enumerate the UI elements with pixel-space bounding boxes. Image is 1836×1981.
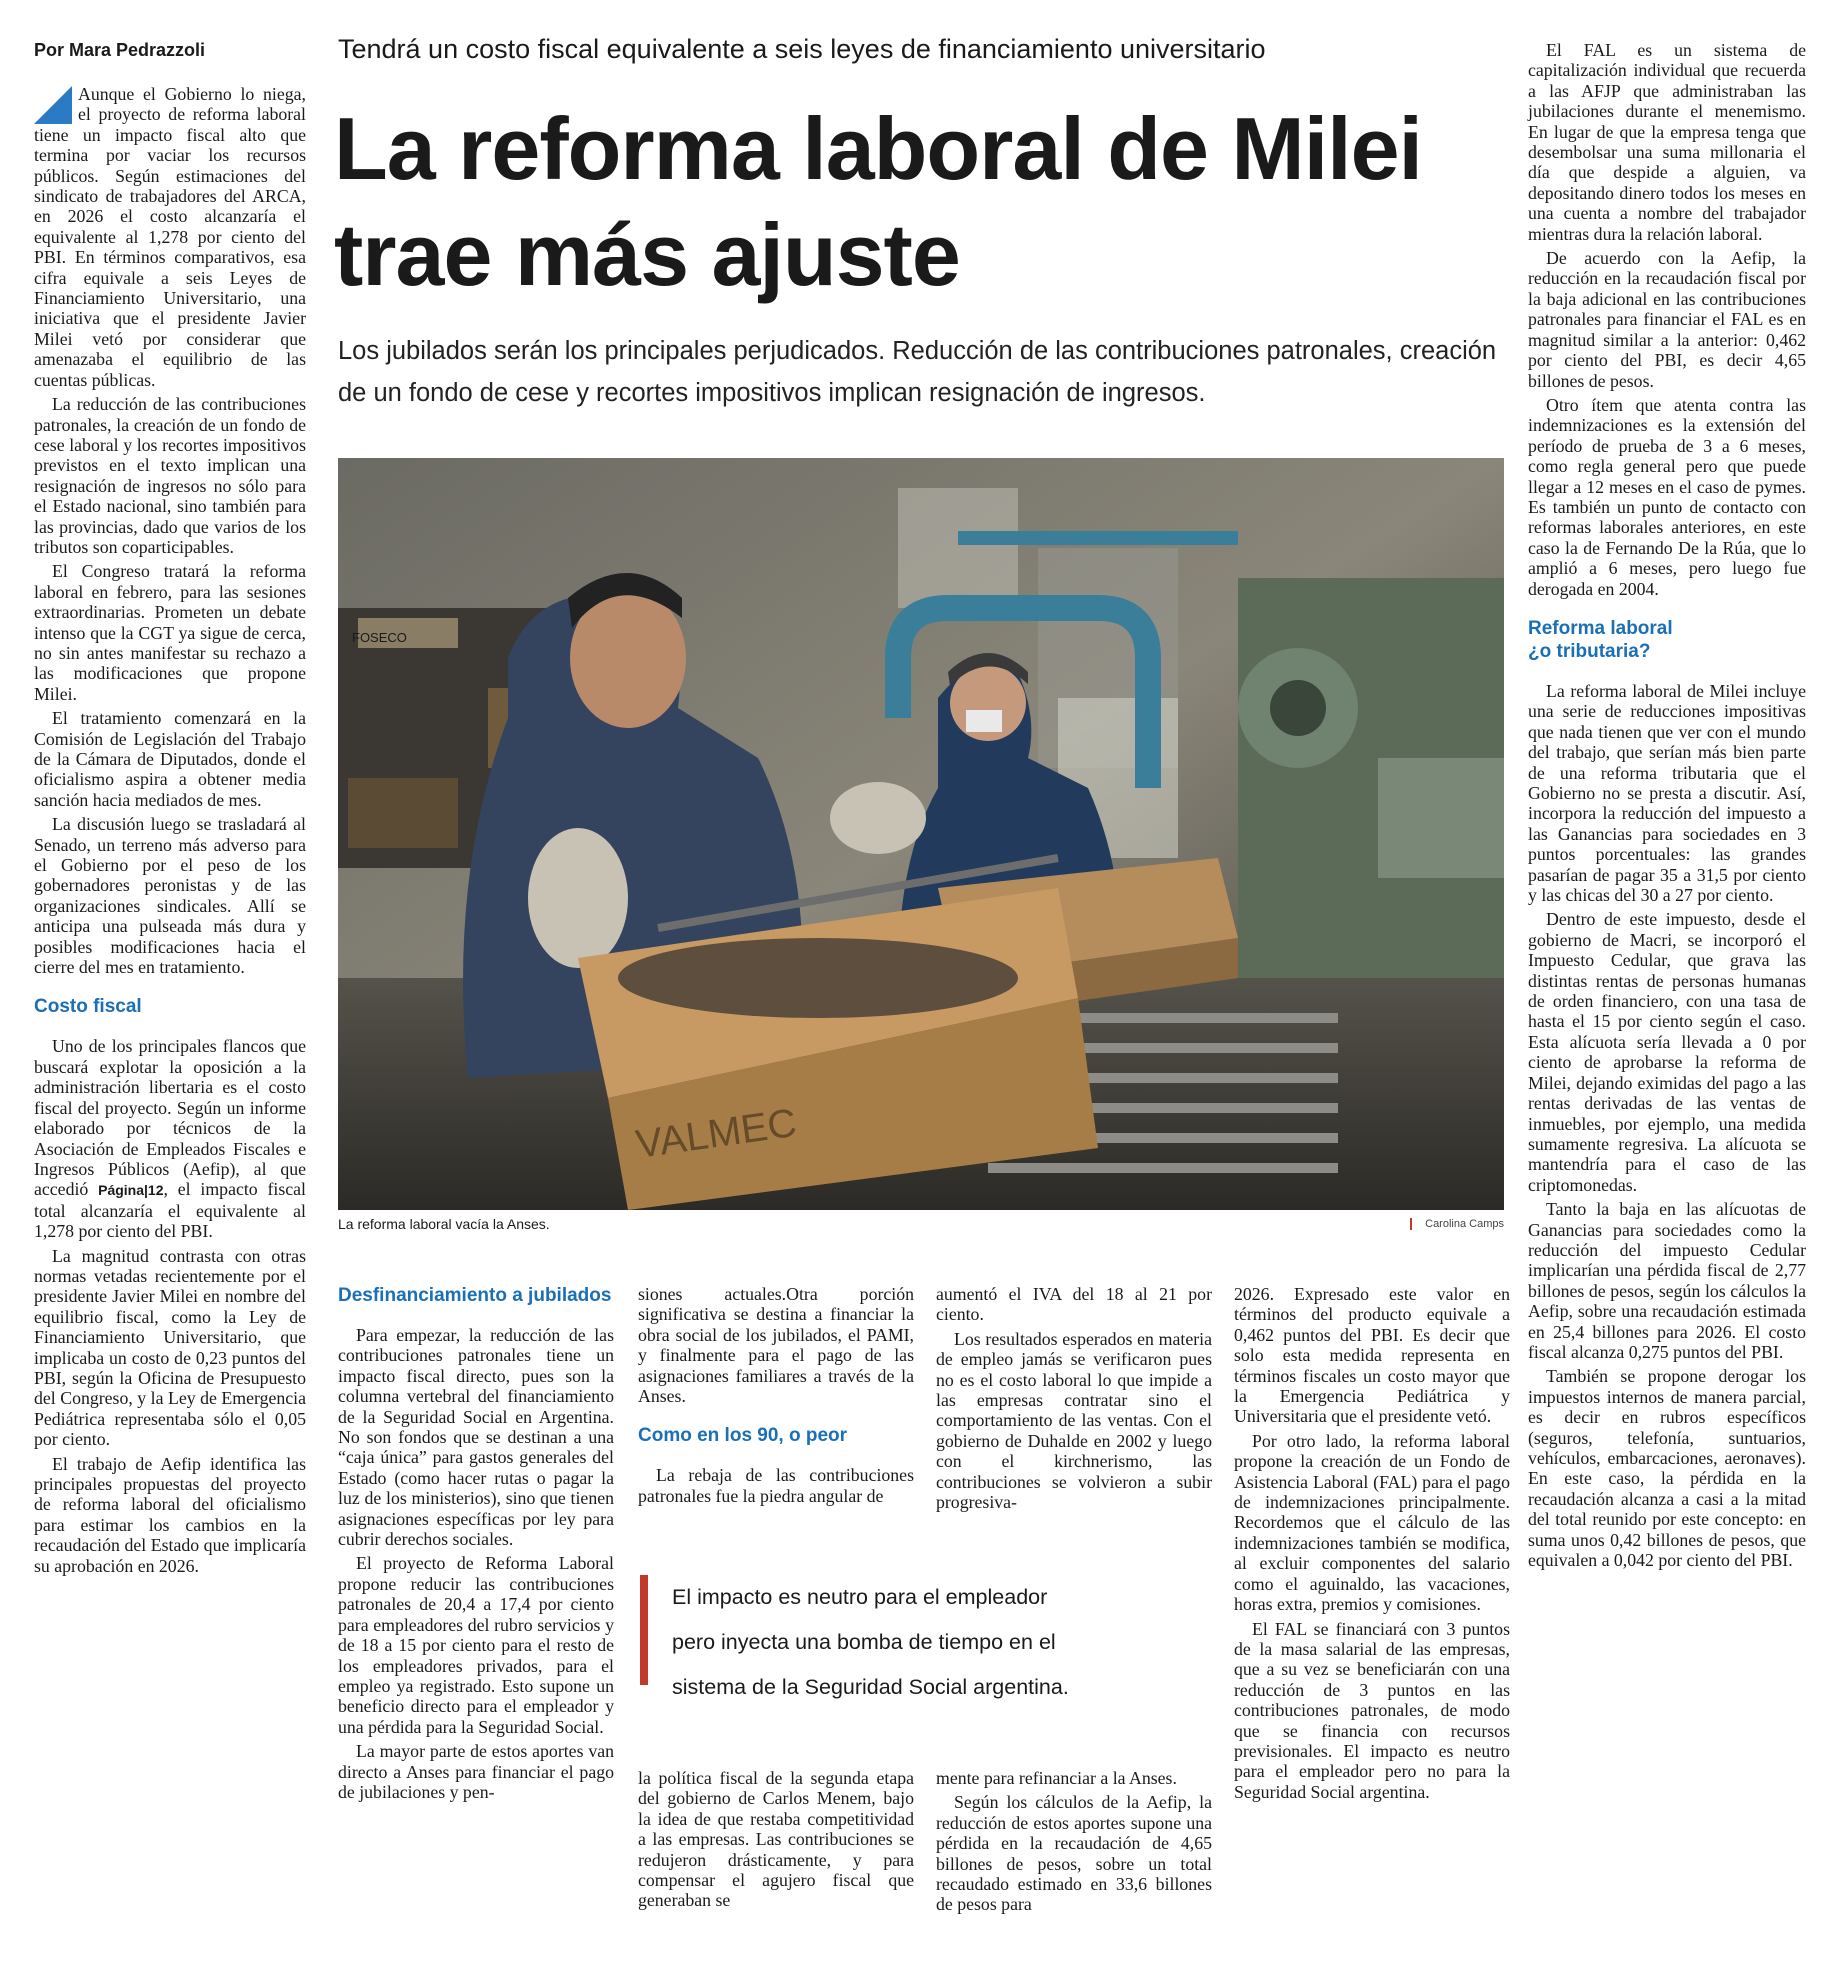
paragraph: mente para refinanciar a la Anses. [936,1768,1177,1788]
column-4-top [936,1284,1212,1516]
paragraph: La magnitud contrasta con otras normas vetadas recientemente por el presidente Javier Milei en nombre del equilibrio fiscal, como la Ley de Financiamiento Universitario, que implicaba un costo de 0,23 puntos del PBI, según la Oficina de Presupuesto del Congreso, y la Ley de Emergencia Pediátrica representaba sólo el 0,05 por ciento. [34,1245,306,1450]
paragraph: Dentro de este impuesto, desde el gobierno de Macri, se incorporó el Impuesto Cedular, que grava las distintas rentas de personas humanas de orden financiero, con una tasa de hasta el 15 por ciento según el caso. Esta alícuota sería llevada a 0 por ciento de aprobarse la reforma de Milei, dejando eximidas del pago a las rentas derivadas de las ventas de inmuebles, por ejemplo, una medida sumamente regresiva. La alícuota se mantendría para el caso de las criptomonedas. [1528,909,1806,1195]
quote-line: El impacto es neutro para el empleador [672,1585,1048,1609]
paragraph: Por otro lado, la reforma laboral propone la creación de un Fondo de Asistencia Laboral (FAL) para el pago de indemnizaciones principalmente. Recordemos que el cálculo de las indemnizaciones también se modifica, al excluir componentes del salario como el aguinaldo, las vacaciones, horas extra, premios y comisiones. [1234,1430,1510,1615]
paragraph: Otro ítem que atenta contra las indemnizaciones es la extensión del período de prueba de 3 a 6 meses, como regla general pero que puede llegar a 12 meses en el caso de pymes. Es también un punto de contacto con reformas laborales anteriores, en este caso la de Fernando De la Rúa, que lo amplió a 6 meses, pero luego fue derogada en 2004. [1528,394,1806,599]
byline: Por Mara Pedrazzoli [34,40,206,60]
paragraph: Tanto la baja en las alícuotas de Ganancias para sociedades como la reducción del impuesto Cedular implicarían una pérdida fiscal de 2,77 billones de pesos, según los cálculos la Aefip, sobre una recaudación estimada en 25,4 billones para 2026. El costo fiscal alcanza 0,275 puntos del PBI. [1528,1199,1806,1362]
triangle-icon [34,86,72,124]
photo-workers-foundry [338,458,1504,1210]
paragraph: la política fiscal de la segunda etapa del gobierno de Carlos Menem, bajo la idea de que restaba competitividad a las empresas. Las contribuciones se redujeron drásticamente, y para compensar el agujero fiscal que generaban se [638,1768,914,1911]
sign-foseco: FOSECO [352,630,407,645]
paragraph: 2026. Expresado este valor en términos del producto equivale a 0,462 puntos del PBI. Es decir que solo esta medida representa en términos fiscales un costo mayor que la Emergencia Pediátrica y Universitaria que el presidente vetó. [1234,1284,1510,1427]
column-3-bottom [638,1768,914,1915]
paragraph: La reducción de las contribuciones patronales, la creación de un fondo de cese laboral y los recortes impositivos previstos en el texto implican una resignación de ingresos no sólo para el Estado nacional, sino también para las provincias, dado que varios de los tributos son coparticipables. [34,394,306,557]
paragraph: El trabajo de Aefip identifica las principales propuestas del proyecto de reforma laboral del oficialismo para estimar los cambios en la recaudación del Estado que implicaría su aprobación en 2026. [34,1453,306,1576]
deck: Los jubilados serán los principales perjudicados. Reducción de las contribuciones patronales, creación de un fondo de cese y recortes impositivos implican resignación de ingresos. [338,337,1497,407]
paragraph: Para empezar, la reducción de las contribuciones patronales tiene un impacto fiscal directo, pues son la columna vertebral del financiamiento de la Seguridad Social en Argentina. No son fondos que se destinan a una “caja única” para gastos generales del Estado (como hacer rutas o pagar la luz de los ministerios), sino que tienen asignaciones específicas por ley para cubrir derechos sociales. [338,1325,614,1550]
column-1 [34,84,306,1580]
quote-line: pero inyecta una bomba de tiempo en el [672,1630,1056,1654]
paragraph: La reforma laboral de Milei incluye una serie de reducciones impositivas que nada tienen que ver con el mundo del trabajo, que serían más bien parte de una reforma tributaria que el Gobierno no se presta a discutir. Así, incorpora la reducción del impuesto a las Ganancias para sociedades en 3 puntos porcentuales: las grandes pasarían de pagar 35 a 31,5 por ciento y las chicas del 30 a 27 por ciento. [1528,680,1806,906]
paragraph: aumentó el IVA del 18 al 21 por ciento. [936,1284,1212,1325]
paragraph: La mayor parte de estos aportes van directo a Anses para financiar el pago de jubilaciones y pen- [338,1741,614,1802]
photo-caption: La reforma laboral vacía la Anses. [338,1216,550,1232]
paragraph: De acuerdo con la Aefip, la reducción en la recaudación fiscal por la baja adicional en las contribuciones patronales para financiar el FAL es en magnitud similar a la anterior: 0,462 por ciento del PBI, es decir 4,65 billones de pesos. [1528,248,1806,391]
photo-credit: Carolina Camps [1410,1218,1504,1230]
column-2 [338,1264,614,1806]
column-4-bottom [936,1768,1212,1919]
paragraph: El FAL se financiará con 3 puntos de la masa salarial de las empresas, que a su vez se beneficiarán con una reducción de 3 puntos en las contribuciones patronales, de modo que se financia con recursos previsionales. El impacto es neutro para el empleador pero no para la Seguridad Social argentina. [1234,1618,1510,1802]
subhead-costo-fiscal: Costo fiscal [34,996,142,1018]
column-3-top [638,1284,914,1510]
paragraph: La discusión luego se trasladará al Senado, un terreno más adverso para el Gobierno por el peso de los gobernadores peronistas y de las organizaciones sindicales. Allí se anticipa una pulseada más dura y posibles modificaciones hacia el cierre del mes en tratamiento. [34,814,306,978]
paper-name: Página|12 [98,1182,164,1199]
paragraph: El Congreso tratará la reforma laboral en febrero, para las sesiones extraordinarias. Prometen un debate intenso que la CGT ya sigue de cerca, no sin antes manifestar su rechazo a las modificaciones que propone Milei. [34,561,306,704]
column-6 [1528,40,1806,1574]
paragraph: También se propone derogar los impuestos internos de manera parcial, es decir en rubros específicos (seguros, telefonía, suntuarios, vehículos, embarcaciones, aeronaves). En este caso, la pérdida en la recaudación alcanza a casi a la mitad del total reunido por este concepto: en suma unos 0,42 billones de pesos, que equivalen a 0,042 por ciento del PBI. [1528,1366,1806,1571]
pull-quote [640,1575,1232,1699]
sign-valmec: VALMEC [633,1100,800,1167]
subhead-como-en-los-90: Como en los 90, o peor [638,1425,848,1447]
paragraph: El FAL es un sistema de capitalización individual que recuerda a las AFJP que administraban las jubilaciones durante el menemismo. En lugar de que la empresa tenga que desembolsar una suma millonaria el día que despide a alguien, va depositando dinero todos los meses en una cuenta a nombre del trabajador mientras dura la relación laboral. [1528,40,1806,244]
headline: La reforma laboral de Milei trae más ajuste [334,99,1422,304]
quote-line: sistema de la Seguridad Social argentina. [672,1675,1069,1699]
paragraph: Aunque el Gobierno lo niega, el proyecto de reforma laboral tiene un impacto fiscal alto que termina por vaciar los recursos públicos. Según estimaciones del sindicato de trabajadores del ARCA, en 2026 el costo alcanzaría el equivalente al 1,278 por ciento del PBI. En términos comparativos, esa cifra equivale a seis Leyes de Financiamiento Universitario, una iniciativa que el presidente Javier Milei vetó por considerar que amenazaba el equilibrio de las cuentas públicas. [34,84,306,390]
kicker: Tendrá un costo fiscal equivalente a seis leyes de financiamiento universitario [338,34,1266,64]
paragraph: siones actuales.Otra porción significativa se destina a financiar la obra social de los jubilados, el PAMI, y finalmente para el pago de las asignaciones familiares a través de la Anses. [638,1284,914,1407]
paragraph: La rebaja de las contribuciones patronales fue la piedra angular de [638,1465,914,1506]
paragraph: Los resultados esperados en materia de empleo jamás se verificaron pues no es el costo laboral lo que impide a las empresas contratar sino el comportamiento de las ventas. Con el gobierno de Duhalde en 2002 y luego con el kirchnerismo, las contribuciones se volvieron a subir progresiva- [936,1328,1212,1513]
subhead-reforma-tributaria: Reforma laboral ¿o tributaria? [1528,617,1673,662]
paragraph: El proyecto de Reforma Laboral propone reducir las contribuciones patronales de 20,4 a 17,4 por ciento para empleadores del rubro servicios y de 18 a 15 por ciento para el resto de los empleadores privados, para el empleo ya registrado. Esto supone un beneficio directo para el empleador y una pérdida para la Seguridad Social. [338,1553,614,1737]
column-5 [1234,1284,1510,1806]
paragraph: El tratamiento comenzará en la Comisión de Legislación del Trabajo de la Cámara de Diputados, donde el oficialismo aspira a obtener media sanción hacia mediados de mes. [34,708,306,810]
paragraph: Según los cálculos de la Aefip, la reducción de estos aportes supone una pérdida en la recaudación de 4,65 billones de pesos, sobre un total recaudado estimado en 33,6 billones de pesos para [936,1792,1212,1915]
subhead-desfinanciamiento: Desfinanciamiento a jubilados [338,1285,612,1306]
paragraph: Uno de los principales flancos que buscará explotar la oposición a la administración libertaria es el costo fiscal del proyecto. Según un informe elaborado por técnicos de la Asociación de Empleados Fiscales e Ingresos Públicos (Aefip), al que accedió Página|12, el impacto fiscal total alcanzaría el equivalente al 1,278 por ciento del PBI. [34,1036,306,1242]
